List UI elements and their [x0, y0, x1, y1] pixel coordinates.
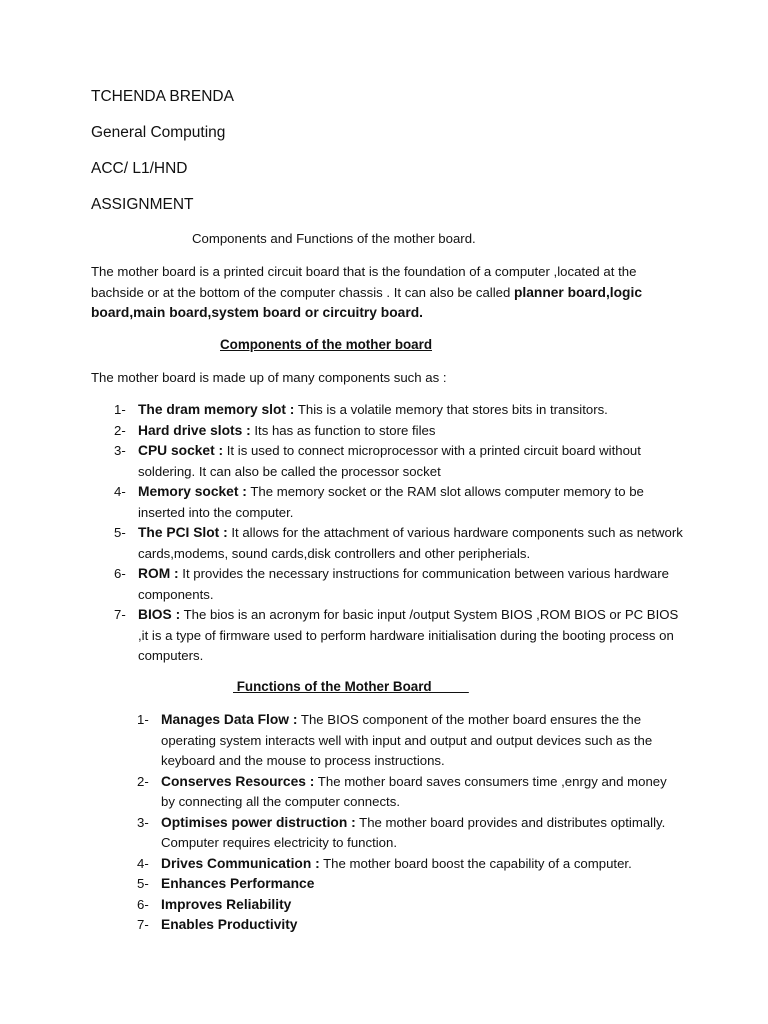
item-desc: Its has as function to store files: [250, 422, 436, 438]
list-item: [137, 915, 681, 936]
components-list: [114, 400, 683, 667]
list-item: [137, 854, 681, 875]
list-item: [114, 564, 683, 605]
item-term: The PCI Slot :: [138, 525, 228, 540]
list-item: [114, 441, 683, 482]
item-desc: This is a volatile memory that stores bits in transitors.: [294, 402, 608, 417]
item-term: ROM :: [138, 566, 179, 581]
list-item: [137, 895, 681, 916]
components-intro: The mother board is made up of many components such as :: [91, 370, 447, 385]
list-item: [137, 772, 681, 813]
item-desc: It allows for the attachment of various hardware components such as network cards,modems, sound cards,disk controllers and other peripherials.: [138, 525, 683, 561]
item-term: Improves Reliability: [161, 896, 292, 912]
item-term: Memory socket :: [138, 484, 247, 499]
item-term: Hard drive slots :: [138, 422, 251, 438]
item-number: 4-: [114, 484, 126, 499]
student-name: TCHENDA BRENDA: [91, 88, 234, 105]
item-number: 7-: [114, 607, 126, 622]
item-number: 6-: [137, 896, 149, 912]
item-term: BIOS :: [138, 607, 181, 622]
class-code: ACC/ L1/HND: [91, 160, 188, 177]
components-heading: Components of the mother board: [220, 337, 433, 352]
item-desc: The mother board boost the capability of a computer.: [319, 855, 632, 871]
item-desc: The mother board provides and distributes optimally. Computer requires electricity to function.: [161, 814, 666, 850]
item-term: CPU socket :: [138, 443, 224, 458]
item-term: Manages Data Flow :: [161, 712, 298, 727]
item-number: 4-: [137, 855, 149, 871]
item-term: Enhances Performance: [161, 876, 315, 891]
item-number: 6-: [114, 566, 126, 581]
item-desc: The bios is an acronym for basic input /output System BIOS ,ROM BIOS or PC BIOS ,it is a type of firmware used to perform hardware initialisation during the booting process on computers.: [138, 607, 679, 663]
intro-text: The mother board is a printed circuit board that is the foundation of a computer ,located at the bachside or at the bottom of the computer chassis . It can also be called: [91, 264, 637, 300]
list-item: [137, 710, 681, 772]
item-desc: It is used to connect microprocessor with a printed circuit board without soldering. It can also be called the processor socket: [138, 443, 641, 479]
list-item: [114, 605, 683, 667]
item-desc: The mother board saves consumers time ,enrgy and money by connecting all the computer connects.: [161, 773, 667, 809]
course-name: General Computing: [91, 124, 226, 141]
item-desc: The BIOS component of the mother board ensures the the operating system interacts well with input and output and output devices such as the keyboard and the mouse to process instructions.: [161, 712, 653, 768]
list-item: [114, 482, 683, 523]
list-item: [114, 400, 683, 421]
list-item: [137, 813, 681, 854]
item-term: Drives Communication :: [161, 855, 320, 871]
assignment-label: ASSIGNMENT: [91, 196, 194, 213]
item-term: Enables Productivity: [161, 917, 298, 932]
item-desc: It provides the necessary instructions for communication between various hardware components.: [138, 566, 669, 602]
item-desc: The memory socket or the RAM slot allows computer memory to be inserted into the computer.: [138, 484, 644, 520]
item-number: 5-: [114, 525, 126, 540]
item-number: 1-: [114, 402, 126, 417]
list-item: [114, 421, 683, 442]
item-number: 7-: [137, 917, 149, 932]
functions-heading: Functions of the Mother Board: [233, 679, 469, 694]
item-number: 5-: [137, 876, 149, 891]
list-item: [114, 523, 683, 564]
item-number: 3-: [137, 814, 149, 830]
functions-list: [137, 710, 681, 936]
item-term: Conserves Resources :: [161, 773, 315, 789]
item-number: 2-: [137, 773, 149, 789]
item-term: Optimises power distruction :: [161, 814, 356, 830]
document-title: Components and Functions of the mother board.: [192, 231, 476, 246]
item-number: 1-: [137, 712, 149, 727]
item-number: 3-: [114, 443, 126, 458]
list-item: [137, 874, 681, 895]
item-number: 2-: [114, 422, 126, 438]
intro-paragraph: [91, 262, 691, 324]
intro-bold-names: planner board,logic board,main board,system board or circuitry board.: [91, 284, 642, 320]
item-term: The dram memory slot :: [138, 402, 295, 417]
